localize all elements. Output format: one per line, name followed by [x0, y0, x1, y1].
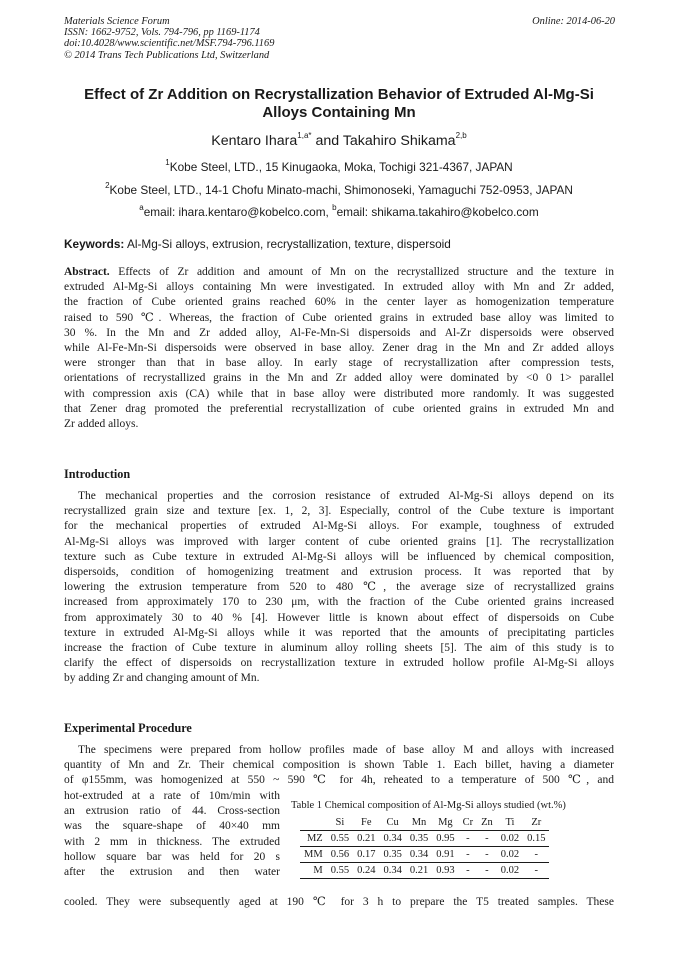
- abstract-line: orientations of recrystallized grains in the Mn and Zr added alloy were dominated by <0 0 1> parallel: [64, 372, 614, 385]
- table-cell: -: [523, 863, 549, 879]
- paper-title: [50, 86, 628, 122]
- table-header-row: [300, 815, 549, 831]
- table-row: [300, 847, 549, 863]
- author-2: Takahiro Shikama: [342, 133, 456, 149]
- intro-line: increased from approximately 170 to 230 μm, with the fraction of the Cube oriented grains increased: [64, 596, 614, 609]
- intro-line: increase the fraction of Cube texture in aluminum alloy rolling sheets [5]. The aim of this study is to: [64, 642, 614, 655]
- author-1: Kentaro Ihara: [211, 133, 298, 149]
- table-1: [300, 815, 549, 879]
- journal-name: Materials Science Forum: [64, 16, 170, 27]
- journal-doi: doi:10.4028/www.scientific.net/MSF.794-796.1169: [64, 38, 275, 50]
- intro-line: texture such as Cube texture in extruded Al-Mg-Si alloys will be influenced by chemical composition,: [64, 550, 614, 563]
- abstract-line: were stronger than that in base alloy. In early stage of recrystallization after compression tests,: [64, 357, 614, 370]
- table-row: [300, 863, 549, 879]
- table-header-cell: Fe: [353, 815, 379, 831]
- table-cell: 0.21: [353, 831, 379, 847]
- section-heading-experimental: Experimental Procedure: [64, 721, 192, 735]
- table-cell: 0.24: [353, 863, 379, 879]
- abstract: [64, 265, 614, 432]
- table-cell: 0.56: [327, 847, 353, 863]
- author-1-marker: 1,a*: [297, 131, 312, 141]
- experimental-body: [64, 743, 614, 789]
- abstract-label: Abstract.: [64, 266, 110, 278]
- table-cell: -: [523, 847, 549, 863]
- exp-line: of φ155mm, was homogenized at 550 ~ 590 ℃ for 4h, reheated to a temperature of 500 ℃, and: [64, 774, 614, 787]
- table-cell: 0.34: [406, 847, 432, 863]
- email-a-marker: a: [139, 203, 144, 213]
- intro-line: Al-Mg-Si alloys was improved with larger content of cube oriented grains [1]. The recrystallization: [64, 535, 614, 548]
- table-row: [300, 831, 549, 847]
- affiliation-2: [40, 183, 638, 197]
- table-cell: 0.93: [432, 863, 458, 879]
- author-list: [50, 133, 628, 150]
- email-a: email: ihara.kentaro@kobelco.com,: [143, 205, 329, 219]
- table-1-caption: Table 1 Chemical composition of Al-Mg-Si alloys studied (wt.%): [291, 800, 566, 811]
- table-header-cell: Ti: [497, 815, 523, 831]
- table-header-cell: Cr: [459, 815, 478, 831]
- section-heading-introduction: Introduction: [64, 467, 131, 481]
- table-header-cell: Mn: [406, 815, 432, 831]
- intro-line: clarify the effect of dispersoids on recrystallization texture in extruded hollow profile Al-Mg-Si alloys: [64, 657, 614, 670]
- intro-line: texture in extruded Al-Mg-Si alloys while it was reported that the amounts of precipitating particles: [64, 626, 614, 639]
- abstract-line: while Al-Fe-Mn-Si dispersoids were observed in base alloy. Zener drag in the Mn and Zr added alloys: [64, 342, 614, 355]
- table-cell: MZ: [300, 831, 327, 847]
- abstract-line: raised to 590 ℃. Whereas, the fraction of Cube oriented grains in extruded base alloy was limited to: [64, 311, 614, 324]
- table-cell: 0.34: [379, 863, 405, 879]
- affiliation-2-text: Kobe Steel, LTD., 14-1 Chofu Minato-machi, Shimonoseki, Yamaguchi 752-0953, JAPAN: [109, 183, 573, 197]
- table-cell: -: [477, 831, 497, 847]
- abstract-line: extruded Al-Mg-Si alloys containing Mn were investigated. In extruded alloy with Mn and Zr added,: [64, 281, 614, 294]
- title-line-1: Effect of Zr Addition on Recrystallization Behavior of Extruded Al-Mg-Si: [84, 86, 594, 103]
- table-header-cell: Zn: [477, 815, 497, 831]
- table-header-cell: Si: [327, 815, 353, 831]
- affiliation-1-marker: 1: [165, 158, 170, 168]
- table-cell: 0.95: [432, 831, 458, 847]
- exp-line: after the extrusion and then water: [64, 866, 280, 879]
- table-cell: 0.35: [379, 847, 405, 863]
- table-cell: 0.15: [523, 831, 549, 847]
- affiliation-1: [40, 160, 638, 174]
- email-b: email: shikama.takahiro@kobelco.com: [336, 205, 539, 219]
- table-cell: 0.55: [327, 863, 353, 879]
- intro-line: lowering the extrusion temperature from 520 to 480 ℃, the average size of recrystallized grains: [64, 581, 614, 594]
- table-cell: 0.02: [497, 847, 523, 863]
- abstract-line: that Zener drag promoted the preferential recrystallization of cube oriented grains in extruded Mn and: [64, 402, 614, 415]
- affiliation-1-text: Kobe Steel, LTD., 15 Kinugaoka, Moka, Tochigi 321-4367, JAPAN: [169, 160, 513, 174]
- author-2-marker: 2,b: [455, 131, 467, 141]
- author-joiner: and: [315, 133, 340, 149]
- table-cell: 0.91: [432, 847, 458, 863]
- exp-line: was the square-shape of 40×40 mm: [64, 820, 280, 833]
- exp-line: cooled. They were subsequently aged at 190 ℃ for 3 h to prepare the T5 treated samples. These: [64, 896, 614, 908]
- table-cell: -: [477, 863, 497, 879]
- exp-line: an extrusion ratio of 44. Cross-section: [64, 805, 280, 818]
- table-cell: 0.17: [353, 847, 379, 863]
- abstract-line: Zr added alloys.: [64, 418, 139, 431]
- abstract-line: Abstract. Effects of Zr addition and amount of Mn on the recrystallized structure and the texture in: [64, 266, 614, 278]
- journal-issn: ISSN: 1662-9752, Vols. 794-796, pp 1169-1174: [64, 27, 260, 39]
- table-cell: -: [477, 847, 497, 863]
- table-cell: -: [459, 863, 478, 879]
- table-cell: 0.34: [379, 831, 405, 847]
- intro-line: for the mechanical properties of extruded Al-Mg-Si alloys. For example, toughness of extruded: [64, 520, 614, 533]
- introduction-body: [64, 489, 614, 687]
- email-b-marker: b: [332, 203, 337, 213]
- intro-line: by adding Zr and changing amount of Mn.: [64, 672, 260, 685]
- exp-line: hollow square bar was held for 20 s: [64, 850, 280, 863]
- keywords-text: Al-Mg-Si alloys, extrusion, recrystallization, texture, dispersoid: [126, 237, 451, 251]
- table-cell: M: [300, 863, 327, 879]
- abstract-line: the fraction of Cube oriented grains reached 60% in the center layer as homogenization temperature: [64, 296, 614, 309]
- table-cell: MM: [300, 847, 327, 863]
- abstract-line: with compression axis (CA) while that in base alloy were distributed more randomly. It was suggested: [64, 387, 614, 400]
- experimental-final-line: [64, 895, 614, 910]
- journal-header: [64, 16, 464, 61]
- table-cell: 0.35: [406, 831, 432, 847]
- abstract-line: 30 %. In the Mn and Zr added alloy, Al-Fe-Mn-Si dispersoids and Al-Zr dispersoids were observed: [64, 326, 614, 339]
- intro-line: recrystallized grain size and texture [ex. 1, 2, 3]. Especially, control of the Cube texture is important: [64, 505, 614, 518]
- email-line: [40, 205, 638, 219]
- table-header-cell: Zr: [523, 815, 549, 831]
- table-header-cell: Mg: [432, 815, 458, 831]
- exp-line: quantity of Mn and Zr. Their chemical composition is shown Table 1. Each billet, having a diameter: [64, 759, 614, 772]
- intro-line: from approximately 30 to 40 % [4]. However little is known about effect of dispersoids on Cube: [64, 611, 614, 624]
- exp-line: hot-extruded at a rate of 10m/min with: [64, 790, 280, 802]
- keywords-label: Keywords:: [64, 237, 125, 251]
- table-cell: -: [459, 831, 478, 847]
- title-line-2: Alloys Containing Mn: [262, 104, 416, 121]
- table-cell: -: [459, 847, 478, 863]
- table-header-cell: [300, 815, 327, 831]
- online-date: Online: 2014-06-20: [532, 16, 615, 27]
- table-cell: 0.02: [497, 863, 523, 879]
- journal-copyright: © 2014 Trans Tech Publications Ltd, Switzerland: [64, 49, 270, 61]
- table-cell: 0.02: [497, 831, 523, 847]
- intro-line: The mechanical properties and the corrosion resistance of extruded Al-Mg-Si alloys depend on its: [78, 490, 614, 502]
- table-header-cell: Cu: [379, 815, 405, 831]
- table-cell: 0.55: [327, 831, 353, 847]
- table-cell: 0.21: [406, 863, 432, 879]
- intro-line: dispersoids, condition of homogenizing treatment and extrusion process. It was reported that by: [64, 566, 614, 579]
- exp-line: with 2 mm in thickness. The extruded: [64, 835, 280, 848]
- experimental-wrapped-text: [64, 789, 280, 880]
- exp-line: The specimens were prepared from hollow profiles made of base alloy M and alloys with increased: [78, 744, 614, 756]
- affiliation-2-marker: 2: [105, 181, 110, 191]
- keywords: [64, 237, 624, 251]
